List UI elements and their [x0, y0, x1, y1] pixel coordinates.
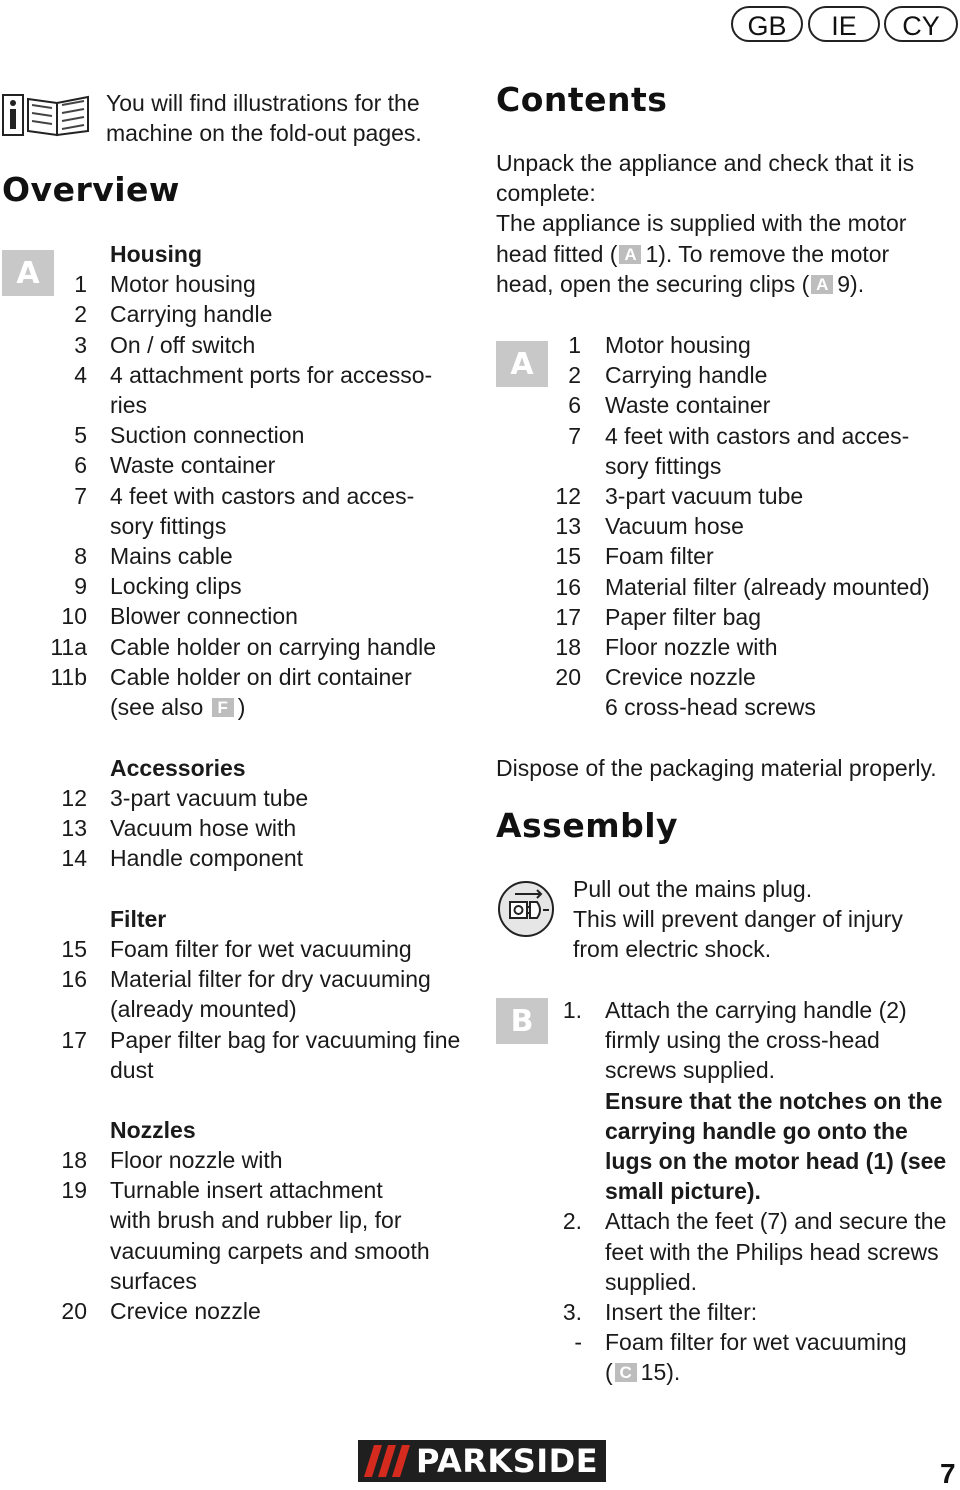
- item-label: Floor nozzle with: [110, 1147, 283, 1173]
- list-item: [0, 964, 480, 994]
- page-number: 7: [940, 1458, 956, 1489]
- parkside-stripes-icon: [364, 1445, 410, 1477]
- item-label: 4 feet with castors and acces-: [110, 482, 415, 509]
- list-item: [496, 1237, 960, 1267]
- item-label: Insert the filter:: [605, 1299, 758, 1325]
- list-item: [496, 1116, 960, 1146]
- item-label: lugs on the motor head (1) (see: [605, 1148, 947, 1174]
- list-item: [496, 632, 960, 662]
- item-number: -: [574, 1329, 582, 1356]
- list-item: [496, 360, 960, 390]
- list-item: [496, 1086, 960, 1116]
- item-label: Carrying handle: [605, 362, 768, 389]
- figure-ref-f-badge: F: [212, 698, 234, 717]
- list-item: [496, 330, 960, 360]
- filter-heading: Filter: [110, 906, 167, 932]
- assembly-title: Assembly: [496, 806, 679, 845]
- list-item: [496, 541, 960, 571]
- figure-badge-b: B: [496, 998, 548, 1044]
- item-label: Attach the carrying handle (2): [605, 997, 907, 1023]
- list-item: [496, 1327, 960, 1357]
- list-item: [0, 420, 480, 450]
- item-number: 8: [74, 542, 87, 569]
- list-item: [496, 662, 960, 692]
- item-number: 2.: [562, 1208, 582, 1235]
- list-item: [0, 1175, 480, 1205]
- list-item: [496, 1297, 960, 1327]
- list-item: [496, 1055, 960, 1085]
- item-number: 4: [74, 361, 87, 388]
- list-item: [0, 1205, 480, 1235]
- item-number: 17: [61, 1026, 87, 1053]
- item-label: Locking clips: [110, 573, 242, 600]
- item-number: 19: [61, 1177, 87, 1204]
- item-label: Motor housing: [110, 271, 256, 298]
- item-number: 7: [74, 482, 87, 509]
- list-item: [0, 994, 480, 1024]
- item-number: 6: [568, 392, 581, 419]
- contents-title: Contents: [496, 80, 668, 119]
- item-label: Crevice nozzle: [605, 664, 756, 691]
- list-item: [0, 934, 480, 964]
- figure-ref-a-badge: A: [811, 275, 833, 294]
- item-label: Handle component: [110, 845, 304, 872]
- item-label: Waste container: [605, 392, 771, 419]
- item-number: 13: [61, 815, 87, 842]
- item-number: 16: [555, 573, 581, 600]
- list-item: [0, 571, 480, 601]
- item-number: 11b: [50, 663, 87, 690]
- item-label: 6 cross-head screws: [605, 694, 816, 721]
- item-number: 13: [555, 513, 581, 540]
- item-label: Foam filter: [605, 543, 714, 570]
- list-item: [0, 662, 480, 692]
- item-label: Attach the feet (7) and secure the: [605, 1208, 947, 1235]
- figure-ref-a-badge: A: [619, 245, 641, 264]
- overview-list: [0, 239, 480, 1349]
- brand-name: PARKSIDE: [416, 1442, 599, 1480]
- item-label: Vacuum hose: [605, 513, 744, 540]
- item-number: 3.: [562, 1299, 582, 1325]
- list-item: [496, 1267, 960, 1297]
- item-number: 15: [61, 936, 87, 962]
- item-label: Carrying handle: [110, 301, 273, 328]
- item-label: with brush and rubber lip, for: [110, 1207, 402, 1234]
- list-item: [496, 692, 960, 722]
- parkside-logo: [358, 1440, 606, 1482]
- list-item: [0, 1025, 480, 1055]
- item-label: Mains cable: [110, 542, 233, 569]
- step-last-line: ( C 15).: [605, 1359, 681, 1385]
- item-label: Foam filter for wet vacuuming: [110, 936, 412, 962]
- item-number: 12: [61, 785, 87, 811]
- item-number: 18: [555, 634, 581, 660]
- item-label: feet with the Philips head screws: [605, 1238, 939, 1265]
- item-number: 20: [555, 664, 581, 691]
- pull-plug-icon: [497, 880, 555, 943]
- item-label: Material filter (already mounted): [605, 573, 930, 600]
- country-badge-cy: CY: [884, 6, 958, 42]
- item-label: Vacuum hose with: [110, 815, 297, 842]
- list-item: [0, 1236, 480, 1266]
- list-item: [0, 601, 480, 631]
- item-number: 1.: [562, 997, 582, 1023]
- item-number: 10: [61, 603, 87, 630]
- list-item: [496, 1025, 960, 1055]
- item-number: 9: [74, 573, 87, 600]
- item-label: Turnable insert attachment: [110, 1177, 383, 1204]
- item-label: sory fittings: [605, 452, 722, 479]
- item-label: Floor nozzle with: [605, 634, 778, 660]
- item-label: screws supplied.: [605, 1057, 776, 1084]
- item-label: surfaces: [110, 1267, 197, 1294]
- figure-badge-a-contents: A: [496, 341, 548, 387]
- list-item: [496, 1206, 960, 1236]
- list-item: [496, 995, 960, 1025]
- item-label: Paper filter bag: [605, 603, 761, 630]
- item-label: On / off switch: [110, 331, 256, 358]
- item-number: 1: [568, 332, 581, 358]
- item-number: 1: [74, 271, 87, 298]
- unpack-paragraph: Unpack the appliance and check that it is complete: The appliance is supplied with the motor head fitted ( A 1). To remove the motor head, open the securing clips ( A 9).: [496, 150, 915, 297]
- see-also-note: (see also F ): [110, 694, 246, 720]
- list-item: [496, 511, 960, 541]
- list-item: [0, 269, 480, 299]
- item-label: Suction connection: [110, 422, 305, 449]
- dispose-note: Dispose of the packaging material properly.: [496, 755, 937, 781]
- item-number: 17: [555, 603, 581, 630]
- item-label: sory fittings: [110, 512, 227, 539]
- list-item: [496, 390, 960, 420]
- list-item: [0, 390, 480, 420]
- item-number: 15: [555, 543, 581, 570]
- item-label: 4 attachment ports for accesso-: [110, 361, 433, 388]
- item-label: Foam filter for wet vacuuming: [605, 1329, 907, 1356]
- item-number: 3: [74, 331, 87, 358]
- item-label: (already mounted): [110, 996, 297, 1023]
- item-label: 3-part vacuum tube: [110, 785, 309, 811]
- figure-badge-a: A: [2, 250, 54, 296]
- item-label: supplied.: [605, 1268, 698, 1295]
- list-item: [496, 481, 960, 511]
- list-item: [0, 450, 480, 480]
- overview-title: Overview: [2, 170, 180, 209]
- item-number: 2: [74, 301, 87, 328]
- list-item: [496, 572, 960, 602]
- item-label: firmly using the cross-head: [605, 1027, 880, 1054]
- item-label: Material filter for dry vacuuming: [110, 966, 431, 993]
- list-item: [0, 541, 480, 571]
- item-number: 5: [74, 422, 87, 449]
- item-label: Crevice nozzle: [110, 1298, 261, 1324]
- item-label: vacuuming carpets and smooth: [110, 1237, 430, 1264]
- list-item: [0, 1266, 480, 1296]
- info-book-icon: [2, 93, 92, 144]
- item-number: 2: [568, 362, 581, 389]
- list-item: [0, 783, 480, 813]
- list-item: [496, 421, 960, 451]
- item-label: small picture).: [605, 1178, 761, 1205]
- item-number: 14: [61, 845, 87, 872]
- item-label: Ensure that the notches on the: [605, 1087, 943, 1114]
- item-number: 6: [74, 452, 87, 479]
- list-item: [496, 1146, 960, 1176]
- item-label: Cable holder on dirt container: [110, 663, 412, 690]
- list-item: [0, 1055, 480, 1085]
- item-number: 11a: [50, 633, 87, 660]
- housing-heading: Housing: [110, 241, 202, 267]
- item-label: Blower connection: [110, 603, 298, 630]
- item-label: ries: [110, 391, 148, 418]
- info-note: You will find illustrations for the machine on the fold-out pages.: [106, 90, 422, 147]
- item-label: Paper filter bag for vacuuming fine: [110, 1026, 461, 1053]
- list-item: [0, 632, 480, 662]
- list-item: [496, 1176, 960, 1206]
- plug-warning: Pull out the mains plug. This will prevent danger of injury from electric shock.: [573, 876, 903, 963]
- item-label: 3-part vacuum tube: [605, 483, 804, 509]
- item-number: 20: [61, 1298, 87, 1324]
- list-item: [0, 299, 480, 329]
- item-number: 7: [568, 422, 581, 449]
- item-number: 18: [61, 1147, 87, 1173]
- list-item: [496, 602, 960, 632]
- list-item: [0, 843, 480, 873]
- list-item: [0, 1145, 480, 1175]
- country-badge-ie: IE: [808, 6, 880, 42]
- list-item: [0, 360, 480, 390]
- list-item: [0, 1296, 480, 1326]
- item-label: 4 feet with castors and acces-: [605, 422, 910, 449]
- list-item: [0, 330, 480, 360]
- list-item: [0, 481, 480, 511]
- item-number: 12: [555, 483, 581, 509]
- list-item: [496, 451, 960, 481]
- item-label: dust: [110, 1056, 154, 1083]
- figure-ref-c-badge: C: [615, 1363, 637, 1382]
- item-label: Cable holder on carrying handle: [110, 633, 437, 660]
- item-label: Motor housing: [605, 332, 751, 358]
- accessories-heading: Accessories: [110, 755, 246, 781]
- nozzles-heading: Nozzles: [110, 1117, 196, 1143]
- list-item: [0, 511, 480, 541]
- item-label: carrying handle go onto the: [605, 1117, 908, 1144]
- item-label: Waste container: [110, 452, 276, 479]
- item-number: 16: [61, 966, 87, 993]
- country-badge-gb: GB: [731, 6, 803, 42]
- list-item: [0, 813, 480, 843]
